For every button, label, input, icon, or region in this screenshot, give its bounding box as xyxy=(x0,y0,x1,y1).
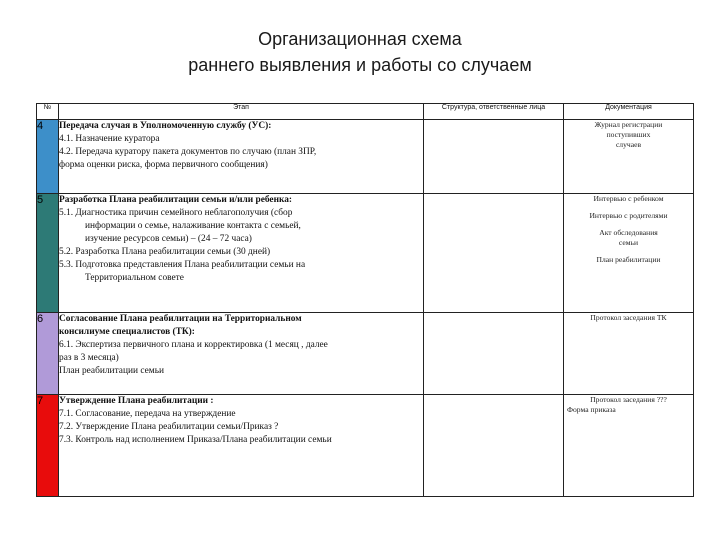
row-number-7: 7 xyxy=(37,395,59,497)
doc-item: Акт обследования xyxy=(599,228,658,237)
stage-cell-7 xyxy=(59,395,424,497)
header-docs: Документация xyxy=(564,104,694,120)
row-number-6: 6 xyxy=(37,313,59,395)
title-line-2: раннего выявления и работы со случаем xyxy=(188,55,532,75)
stage-line: форма оценки риска, форма первичного сообщения) xyxy=(59,160,268,170)
docs-cell-5 xyxy=(564,194,694,313)
doc-item: Протокол заседания ??? xyxy=(590,395,667,404)
table-row xyxy=(37,395,694,497)
header-stage: Этап xyxy=(59,104,424,120)
stage-line: 4.1. Назначение куратора xyxy=(59,134,160,144)
structure-cell-6 xyxy=(424,313,564,395)
stage-title: консилиуме специалистов (ТК): xyxy=(59,327,195,337)
doc-item: Интервью с родителями xyxy=(589,211,668,220)
docs-cell-4 xyxy=(564,120,694,194)
table-row xyxy=(37,313,694,395)
doc-item: Журнал регистрации xyxy=(594,120,663,129)
structure-cell-5 xyxy=(424,194,564,313)
header-structure: Структура, ответственные лица xyxy=(424,104,564,120)
stage-line: 5.1. Диагностика причин семейного неблагополучия (сбор xyxy=(59,208,293,218)
doc-item: поступивших xyxy=(606,130,651,139)
doc-item: случаев xyxy=(615,140,642,149)
header-row xyxy=(37,104,694,120)
stage-line: 7.1. Согласование, передача на утверждение xyxy=(59,409,236,419)
stage-line: 5.2. Разработка Плана реабилитации семьи (30 дней) xyxy=(59,247,271,257)
row-number-5: 5 xyxy=(37,194,59,313)
stage-title: Согласование Плана реабилитации на Территориальном xyxy=(59,314,302,324)
stage-line: информации о семье, налаживание контакта с семьей, xyxy=(85,221,301,231)
stage-line: План реабилитации семьи xyxy=(59,366,165,376)
table-row xyxy=(37,120,694,194)
stage-cell-5 xyxy=(59,194,424,313)
structure-cell-7 xyxy=(424,395,564,497)
docs-cell-6 xyxy=(564,313,694,395)
page-title xyxy=(0,26,720,78)
docs-cell-7 xyxy=(564,395,694,497)
stage-title: Утверждение Плана реабилитации : xyxy=(59,396,214,406)
stage-line: 5.3. Подготовка представления Плана реабилитации семьи на xyxy=(59,260,306,270)
doc-item: Протокол заседания ТК xyxy=(590,313,667,322)
stage-line: 7.3. Контроль над исполнением Приказа/Плана реабилитации семьи xyxy=(59,435,332,445)
stage-line: изучение ресурсов семьи) – (24 – 72 часа) xyxy=(85,234,252,244)
header-num: № xyxy=(37,104,59,120)
row-number-4: 4 xyxy=(37,120,59,194)
stage-line: Территориальном совете xyxy=(85,273,184,283)
stage-line: раз в 3 месяца) xyxy=(59,353,119,363)
stage-line: 7.2. Утверждение Плана реабилитации семьи/Приказ ? xyxy=(59,422,279,432)
stage-cell-6 xyxy=(59,313,424,395)
doc-item: семьи xyxy=(618,238,639,247)
stage-title: Передача случая в Уполномоченную службу (УС): xyxy=(59,121,272,131)
stage-title: Разработка Плана реабилитации семьи и/или ребенка: xyxy=(59,195,293,205)
stage-line: 6.1. Экспертиза первичного плана и корректировка (1 месяц , далее xyxy=(59,340,328,350)
doc-item: Интервью с ребенком xyxy=(593,194,664,203)
schema-table xyxy=(36,103,694,497)
title-line-1: Организационная схема xyxy=(258,29,462,49)
structure-cell-4 xyxy=(424,120,564,194)
stage-line: 4.2. Передача куратору пакета документов по случаю (план ЗПР, xyxy=(59,147,317,157)
table-row xyxy=(37,194,694,313)
doc-item: План реабилитации xyxy=(596,255,661,264)
doc-item: Форма приказа xyxy=(567,405,616,414)
stage-cell-4 xyxy=(59,120,424,194)
